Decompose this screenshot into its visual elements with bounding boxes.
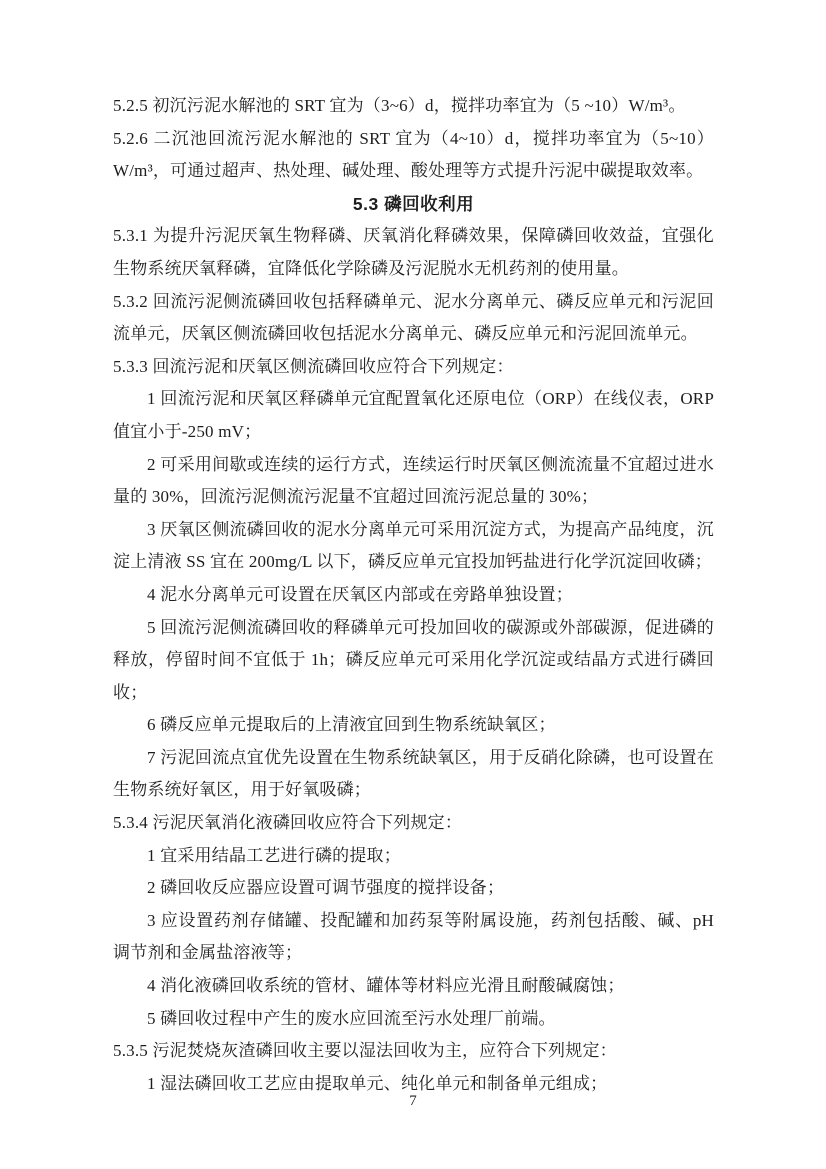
item-number: 1 — [147, 389, 156, 409]
item-text: 泥水分离单元可设置在厌氧区内部或在旁路单独设置； — [160, 584, 573, 604]
item-text: 磷回收反应器应设置可调节强度的搅拌设备； — [160, 878, 505, 898]
clause-text: 为提升污泥厌氧生物释磷、厌氧消化释磷效果，保障磷回收效益，宜强化生物系统厌氧释磷，宜降低化学除磷及污泥脱水无机药剂的使用量。 — [113, 226, 715, 278]
item-number: 2 — [147, 878, 156, 898]
clause-paragraph — [113, 220, 714, 285]
item-number: 6 — [147, 715, 156, 735]
list-item — [113, 514, 714, 579]
list-item — [113, 970, 714, 1003]
list-item — [113, 1003, 714, 1036]
list-item — [113, 840, 714, 873]
item-text: 磷回收过程中产生的废水应回流至污水处理厂前端。 — [160, 1008, 556, 1028]
list-item — [113, 872, 714, 905]
item-number: 5 — [147, 617, 156, 637]
list-item — [113, 383, 714, 448]
list-item — [113, 579, 714, 612]
list-item — [113, 612, 714, 710]
item-text: 厌氧区侧流磷回收的泥水分离单元可采用沉淀方式，为提高产品纯度，沉淀上清液 SS 宜在 200mg/L 以下，磷反应单元宜投加钙盐进行化学沉淀回收磷； — [113, 519, 714, 572]
clause-number: 5.3.2 — [113, 291, 148, 311]
item-number: 2 — [147, 454, 156, 474]
clause-number: 5.3.3 — [113, 356, 148, 376]
clause-paragraph — [113, 286, 714, 351]
clause-paragraph — [113, 90, 714, 123]
list-item — [113, 905, 714, 970]
clause-number: 5.3.5 — [113, 1041, 148, 1061]
item-text: 回流污泥侧流磷回收的释磷单元可投加回收的碳源或外部碳源，促进磷的释放，停留时间不宜低于 1h；磷反应单元可采用化学沉淀或结晶方式进行磷回收； — [113, 617, 714, 702]
item-text: 回流污泥和厌氧区释磷单元宜配置氧化还原电位（ORP）在线仪表，ORP 值宜小于-250 mV； — [113, 389, 714, 441]
clause-text: 回流污泥和厌氧区侧流磷回收应符合下列规定： — [152, 356, 514, 376]
item-text: 消化液磷回收系统的管材、罐体等材料应光滑且耐酸碱腐蚀； — [160, 976, 625, 996]
clause-text: 污泥厌氧消化液磷回收应符合下列规定： — [152, 813, 463, 833]
clause-number: 5.3.4 — [113, 813, 148, 833]
item-number: 5 — [147, 1008, 156, 1028]
item-number: 1 — [147, 845, 156, 865]
section-heading: 5.3 磷回收利用 — [352, 193, 475, 214]
clause-number: 5.3.1 — [113, 226, 148, 246]
clause-text: 污泥焚烧灰渣磷回收主要以湿法回收为主，应符合下列规定： — [152, 1041, 617, 1061]
list-item — [113, 709, 714, 742]
list-item — [113, 449, 714, 514]
list-item — [113, 742, 714, 807]
item-number: 4 — [147, 976, 156, 996]
item-number: 7 — [147, 747, 156, 767]
item-text: 磷反应单元提取后的上清液宜回到生物系统缺氧区； — [160, 715, 556, 735]
clause-text: 二沉池回流污泥水解池的 SRT 宜为（4~10）d，搅拌功率宜为（5~10）W/m³，可通过超声、热处理、碱处理、酸处理等方式提升污泥中碳提取效率。 — [113, 128, 715, 181]
item-text: 可采用间歇或连续的运行方式，连续运行时厌氧区侧流流量不宜超过进水量的 30%，回流污泥侧流污泥量不宜超过回流污泥总量的 30%； — [113, 454, 714, 507]
clause-text: 回流污泥侧流磷回收包括释磷单元、泥水分离单元、磷反应单元和污泥回流单元，厌氧区侧流磷回收包括泥水分离单元、磷反应单元和污泥回流单元。 — [113, 291, 715, 344]
item-number: 3 — [147, 910, 156, 930]
item-text: 宜采用结晶工艺进行磷的提取； — [160, 845, 401, 865]
clause-paragraph — [113, 1035, 714, 1068]
item-number: 3 — [147, 519, 156, 539]
clause-paragraph — [113, 123, 714, 188]
item-text: 应设置药剂存储罐、投配罐和加药泵等附属设施，药剂包括酸、碱、pH 调节剂和金属盐溶液等； — [113, 910, 714, 963]
clause-text: 初沉污泥水解池的 SRT 宜为（3~6）d，搅拌功率宜为（5 ~10）W/m³。 — [152, 96, 686, 115]
document-body — [113, 90, 714, 1100]
clause-number: 5.2.5 — [113, 96, 148, 115]
clause-number: 5.2.6 — [113, 128, 148, 148]
item-text: 污泥回流点宜优先设置在生物系统缺氧区，用于反硝化除磷，也可设置在生物系统好氧区，用于好氧吸磷； — [113, 747, 714, 800]
item-text: 湿法磷回收工艺应由提取单元、纯化单元和制备单元组成； — [160, 1073, 608, 1093]
clause-paragraph — [113, 351, 714, 384]
clause-paragraph — [113, 807, 714, 840]
item-number: 1 — [147, 1073, 156, 1093]
item-number: 4 — [147, 584, 156, 604]
page-number: 7 — [409, 1093, 417, 1109]
